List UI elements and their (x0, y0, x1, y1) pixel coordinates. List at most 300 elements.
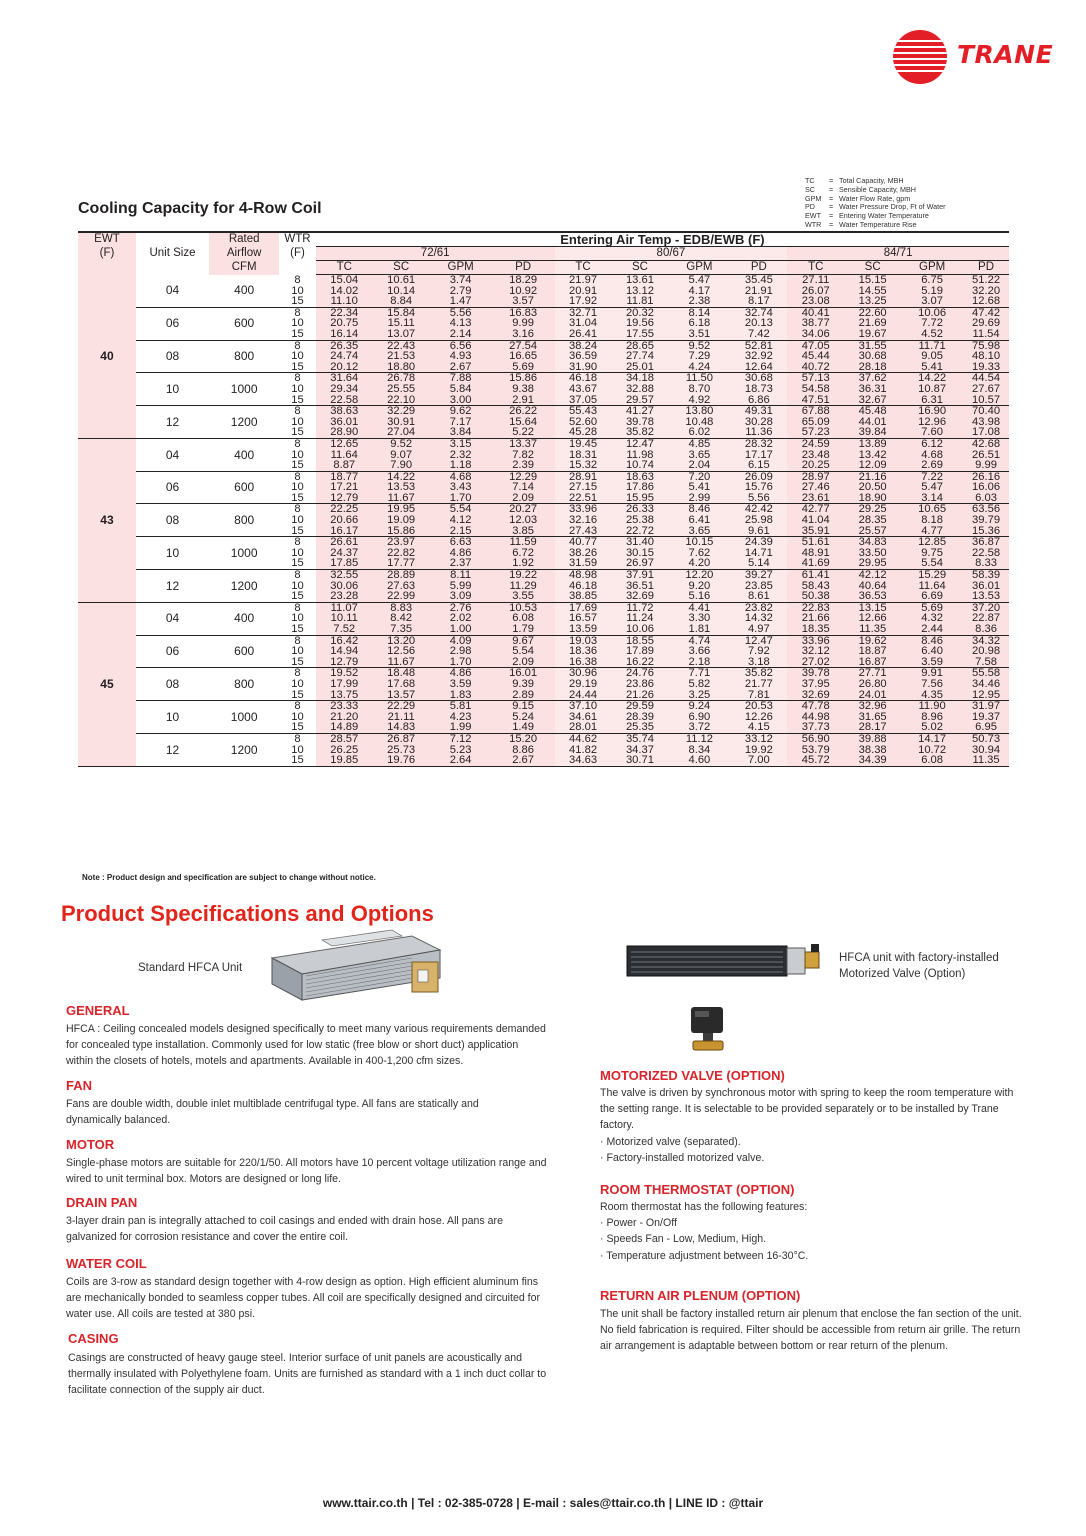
table-cell: 26.33 (612, 504, 669, 515)
table-cell: 63.56 (963, 504, 1009, 515)
table-cell: 37.62 (844, 373, 901, 384)
table-cell: 16.22 (612, 657, 669, 668)
table-cell: 26.07 (787, 286, 844, 297)
table-cell: 22.58 (963, 548, 1009, 559)
table-cell: 11.07 (316, 602, 373, 613)
table-cell: 18.55 (612, 635, 669, 646)
wtr-value: 10 (279, 351, 316, 362)
table-cell: 3.59 (430, 679, 492, 690)
table-cell: 17.99 (316, 679, 373, 690)
wtr-value: 10 (279, 646, 316, 657)
table-cell: 14.71 (730, 548, 787, 559)
rated-airflow-cfm: 1000 (209, 537, 279, 570)
table-cell: 19.92 (730, 745, 787, 756)
table-cell: 12.09 (844, 460, 901, 471)
table-cell: 35.74 (612, 733, 669, 744)
table-cell: 12.64 (730, 362, 787, 373)
table-cell: 5.54 (492, 646, 555, 657)
table-cell: 25.01 (612, 362, 669, 373)
table-cell: 4.97 (730, 624, 787, 635)
table-cell: 13.53 (963, 591, 1009, 602)
casing-heading: CASING (68, 1331, 119, 1346)
table-cell: 7.81 (730, 690, 787, 701)
table-cell: 28.57 (316, 733, 373, 744)
wtr-value: 10 (279, 679, 316, 690)
table-cell: 4.41 (668, 602, 730, 613)
table-cell: 4.09 (430, 635, 492, 646)
table-cell: 17.89 (612, 646, 669, 657)
standard-unit-image (262, 928, 450, 1013)
table-cell: 31.64 (316, 373, 373, 384)
table-cell: 37.73 (787, 722, 844, 733)
wtr-value: 8 (279, 438, 316, 449)
water-coil-text: Coils are 3-row as standard design together with 4-row design as option. High efficient aluminum fins are mechanically bonded to seamless copper tubes. All coil are specifically designed and circuited for water use. All coils are tested at 380 psi. (66, 1276, 541, 1321)
legend-equals: = (829, 193, 834, 203)
table-cell: 9.52 (668, 340, 730, 351)
table-cell: 7.60 (901, 427, 963, 438)
table-cell: 2.99 (668, 493, 730, 504)
table-cell: 36.51 (612, 581, 669, 592)
table-cell: 28.32 (730, 438, 787, 449)
table-cell: 3.51 (668, 329, 730, 340)
table-cell: 30.91 (373, 417, 430, 428)
table-cell: 27.63 (373, 581, 430, 592)
table-cell: 18.80 (373, 362, 430, 373)
table-cell: 9.20 (668, 581, 730, 592)
wtr-value: 15 (279, 690, 316, 701)
table-cell: 34.18 (612, 373, 669, 384)
table-cell: 13.57 (373, 690, 430, 701)
table-cell: 22.60 (844, 307, 901, 318)
table-cell: 11.81 (612, 296, 669, 307)
wtr-value: 10 (279, 417, 316, 428)
table-row (78, 570, 1009, 581)
table-cell: 26.41 (555, 329, 612, 340)
table-cell: 1.99 (430, 722, 492, 733)
wtr-value: 15 (279, 362, 316, 373)
wtr-value: 15 (279, 591, 316, 602)
table-cell: 7.22 (901, 471, 963, 482)
table-cell: 27.71 (844, 668, 901, 679)
unit-size: 12 (136, 406, 209, 439)
header-condition: 84/71 (787, 247, 1009, 261)
table-cell: 8.17 (730, 296, 787, 307)
table-cell: 7.52 (316, 624, 373, 635)
water-coil-heading: WATER COIL (66, 1256, 147, 1271)
table-cell: 25.98 (730, 515, 787, 526)
table-cell: 4.86 (430, 668, 492, 679)
table-cell: 58.39 (963, 570, 1009, 581)
table-cell: 30.15 (612, 548, 669, 559)
unit-size: 04 (136, 275, 209, 308)
table-cell: 11.12 (668, 733, 730, 744)
table-cell: 6.12 (901, 438, 963, 449)
table-cell: 12.47 (612, 438, 669, 449)
table-cell: 11.24 (612, 613, 669, 624)
wtr-value: 8 (279, 570, 316, 581)
table-cell: 15.64 (492, 417, 555, 428)
table-cell: 6.40 (901, 646, 963, 657)
table-cell: 12.65 (316, 438, 373, 449)
wtr-value: 8 (279, 701, 316, 712)
spec-section-title: Product Specifications and Options (61, 901, 434, 926)
table-cell: 2.04 (668, 460, 730, 471)
table-cell: 18.90 (844, 493, 901, 504)
wtr-value: 8 (279, 307, 316, 318)
table-cell: 22.43 (373, 340, 430, 351)
table-cell: 4.15 (730, 722, 787, 733)
standard-unit-label: Standard HFCA Unit (138, 962, 243, 974)
table-cell: 15.32 (555, 460, 612, 471)
table-cell: 2.37 (430, 558, 492, 569)
table-cell: 31.04 (555, 318, 612, 329)
rated-airflow-cfm: 800 (209, 504, 279, 537)
cooling-capacity-table (78, 231, 1009, 767)
table-cell: 30.68 (844, 351, 901, 362)
wtr-value: 8 (279, 471, 316, 482)
table-cell: 28.39 (612, 712, 669, 723)
header-col: SC (373, 261, 430, 275)
table-cell: 4.85 (668, 438, 730, 449)
table-cell: 7.56 (901, 679, 963, 690)
table-cell: 22.58 (316, 395, 373, 406)
table-cell: 32.92 (730, 351, 787, 362)
table-cell: 17.55 (612, 329, 669, 340)
table-cell: 18.36 (555, 646, 612, 657)
header-col: GPM (901, 261, 963, 275)
table-cell: 4.68 (901, 450, 963, 461)
table-cell: 2.91 (492, 395, 555, 406)
table-cell: 2.89 (492, 690, 555, 701)
table-row (78, 307, 1009, 318)
table-cell: 2.18 (668, 657, 730, 668)
table-cell: 14.83 (373, 722, 430, 733)
table-cell: 24.76 (612, 668, 669, 679)
wtr-value: 10 (279, 515, 316, 526)
table-cell: 15.76 (730, 482, 787, 493)
header-unit-size: Unit Size (136, 232, 209, 275)
table-cell: 3.65 (668, 450, 730, 461)
table-cell: 27.46 (787, 482, 844, 493)
table-cell: 14.22 (373, 471, 430, 482)
table-cell: 37.05 (555, 395, 612, 406)
table-cell: 34.63 (555, 755, 612, 766)
table-cell: 6.03 (963, 493, 1009, 504)
table-cell: 45.72 (787, 755, 844, 766)
wtr-value: 15 (279, 722, 316, 733)
table-cell: 7.20 (668, 471, 730, 482)
drain-pan-text: 3-layer drain pan is integrally attached to coil casings and ended with drain hose. All pans are galvanized for corrosion resistance and cover the entire coil. (66, 1215, 503, 1244)
table-cell: 13.15 (844, 602, 901, 613)
table-cell: 5.69 (901, 602, 963, 613)
table-cell: 4.32 (901, 613, 963, 624)
table-cell: 3.65 (668, 526, 730, 537)
table-cell: 35.82 (612, 427, 669, 438)
table-cell: 7.62 (668, 548, 730, 559)
header-condition: 72/61 (316, 247, 555, 261)
table-cell: 11.29 (492, 581, 555, 592)
legend-desc: Total Capacity, MBH (839, 176, 904, 185)
table-cell: 37.95 (787, 679, 844, 690)
table-cell: 28.01 (555, 722, 612, 733)
table-cell: 20.25 (787, 460, 844, 471)
table-cell: 24.37 (316, 548, 373, 559)
table-cell: 11.59 (492, 537, 555, 548)
table-cell: 4.77 (901, 526, 963, 537)
table-cell: 22.10 (373, 395, 430, 406)
header-col: TC (555, 261, 612, 275)
table-cell: 14.02 (316, 286, 373, 297)
table-cell: 8.42 (373, 613, 430, 624)
table-cell: 4.35 (901, 690, 963, 701)
table-cell: 10.92 (492, 286, 555, 297)
table-cell: 15.20 (492, 733, 555, 744)
table-cell: 27.04 (373, 427, 430, 438)
table-cell: 7.88 (430, 373, 492, 384)
table-cell: 10.53 (492, 602, 555, 613)
table-cell: 14.22 (901, 373, 963, 384)
table-cell: 37.91 (612, 570, 669, 581)
table-cell: 15.84 (373, 307, 430, 318)
wtr-value: 15 (279, 558, 316, 569)
table-row (78, 471, 1009, 482)
table-cell: 5.19 (901, 286, 963, 297)
table-cell: 20.13 (730, 318, 787, 329)
table-cell: 40.41 (787, 307, 844, 318)
table-cell: 3.72 (668, 722, 730, 733)
table-cell: 8.34 (668, 745, 730, 756)
wtr-value: 8 (279, 537, 316, 548)
table-cell: 11.71 (901, 340, 963, 351)
table-cell: 44.54 (963, 373, 1009, 384)
table-cell: 3.66 (668, 646, 730, 657)
table-cell: 9.91 (901, 668, 963, 679)
table-cell: 5.22 (492, 427, 555, 438)
rated-airflow-cfm: 1000 (209, 373, 279, 406)
table-cell: 28.91 (555, 471, 612, 482)
table-cell: 25.55 (373, 384, 430, 395)
unit-size: 12 (136, 733, 209, 766)
table-cell: 21.26 (612, 690, 669, 701)
table-cell: 34.46 (963, 679, 1009, 690)
table-cell: 8.46 (901, 635, 963, 646)
table-cell: 49.31 (730, 406, 787, 417)
table-cell: 31.90 (555, 362, 612, 373)
table-cell: 9.07 (373, 450, 430, 461)
table-cell: 27.02 (787, 657, 844, 668)
table-cell: 14.94 (316, 646, 373, 657)
legend-abbr: TC (805, 176, 815, 185)
table-cell: 9.38 (492, 384, 555, 395)
legend-abbr: EWT (805, 211, 821, 221)
table-cell: 3.07 (901, 296, 963, 307)
table-cell: 13.61 (612, 275, 669, 286)
table-cell: 8.83 (373, 602, 430, 613)
legend-row (805, 221, 946, 230)
table-cell: 75.98 (963, 340, 1009, 351)
table-cell: 42.77 (787, 504, 844, 515)
table-cell: 21.11 (373, 712, 430, 723)
table-cell: 25.38 (612, 515, 669, 526)
unit-size: 08 (136, 668, 209, 701)
header-col: PD (963, 261, 1009, 275)
legend-desc: Water Flow Rate, gpm (839, 193, 911, 203)
table-cell: 12.66 (844, 613, 901, 624)
wtr-value: 15 (279, 493, 316, 504)
unit-size: 10 (136, 537, 209, 570)
table-cell: 34.83 (844, 537, 901, 548)
table-cell: 24.74 (316, 351, 373, 362)
header-col: PD (730, 261, 787, 275)
table-cell: 5.14 (730, 558, 787, 569)
table-cell: 13.20 (373, 635, 430, 646)
table-cell: 27.54 (492, 340, 555, 351)
table-cell: 15.11 (373, 318, 430, 329)
table-cell: 55.43 (555, 406, 612, 417)
legend-equals: = (829, 202, 834, 212)
legend-equals: = (829, 184, 834, 194)
table-cell: 5.99 (430, 581, 492, 592)
table-cell: 50.38 (787, 591, 844, 602)
table-cell: 36.31 (844, 384, 901, 395)
table-cell: 16.01 (492, 668, 555, 679)
header-wtr-unit: (F) (279, 247, 316, 261)
trane-logo-circle-icon (893, 30, 947, 84)
table-cell: 4.74 (668, 635, 730, 646)
ewt-value: 45 (78, 602, 136, 766)
table-cell: 29.69 (963, 318, 1009, 329)
header-ewt: EWT (78, 232, 136, 247)
table-cell: 12.26 (730, 712, 787, 723)
table-cell: 7.58 (963, 657, 1009, 668)
table-cell: 32.20 (963, 286, 1009, 297)
wtr-value: 15 (279, 657, 316, 668)
brand-name: TRANE (957, 40, 1054, 69)
table-cell: 24.01 (844, 690, 901, 701)
table-cell: 11.67 (373, 657, 430, 668)
rated-airflow-cfm: 800 (209, 668, 279, 701)
table-cell: 4.13 (430, 318, 492, 329)
table-cell: 40.77 (555, 537, 612, 548)
table-cell: 26.35 (316, 340, 373, 351)
wtr-value: 10 (279, 613, 316, 624)
unit-size: 10 (136, 701, 209, 734)
table-cell: 11.36 (730, 427, 787, 438)
table-cell: 32.16 (555, 515, 612, 526)
table-cell: 19.52 (316, 668, 373, 679)
table-cell: 41.82 (555, 745, 612, 756)
table-cell: 6.15 (730, 460, 787, 471)
table-cell: 20.91 (555, 286, 612, 297)
table-cell: 3.59 (901, 657, 963, 668)
table-cell: 3.85 (492, 526, 555, 537)
table-cell: 43.98 (963, 417, 1009, 428)
table-cell: 1.70 (430, 657, 492, 668)
table-cell: 20.32 (612, 307, 669, 318)
table-cell: 36.53 (844, 591, 901, 602)
legend-desc: Sensible Capacity, MBH (839, 184, 916, 194)
table-cell: 16.65 (492, 351, 555, 362)
table-cell: 26.51 (963, 450, 1009, 461)
table-cell: 13.42 (844, 450, 901, 461)
legend-abbr: GPM (805, 193, 822, 203)
header-entering-air-temp: Entering Air Temp - EDB/EWB (F) (316, 232, 1009, 247)
table-cell: 15.29 (901, 570, 963, 581)
table-cell: 4.92 (668, 395, 730, 406)
table-cell: 5.84 (430, 384, 492, 395)
table-cell: 19.45 (555, 438, 612, 449)
table-cell: 31.65 (844, 712, 901, 723)
table-cell: 15.36 (963, 526, 1009, 537)
table-cell: 8.61 (730, 591, 787, 602)
general-heading: GENERAL (66, 1003, 130, 1018)
table-cell: 17.92 (555, 296, 612, 307)
rated-airflow-cfm: 600 (209, 635, 279, 668)
table-cell: 22.34 (316, 307, 373, 318)
table-cell: 2.44 (901, 624, 963, 635)
table-cell: 3.09 (430, 591, 492, 602)
table-cell: 42.42 (730, 504, 787, 515)
table-cell: 22.29 (373, 701, 430, 712)
motor-text: Single-phase motors are suitable for 220/1/50. All motors have 10 percent voltage utilization range and wired to unit terminal box. Motors are designed or long life. (66, 1157, 547, 1186)
table-cell: 19.33 (963, 362, 1009, 373)
table-cell: 28.90 (316, 427, 373, 438)
wtr-value: 15 (279, 329, 316, 340)
table-cell: 3.55 (492, 591, 555, 602)
table-cell: 12.79 (316, 493, 373, 504)
wtr-value: 15 (279, 460, 316, 471)
legend-abbr: WTR (805, 219, 822, 229)
rated-airflow-cfm: 400 (209, 602, 279, 635)
table-cell: 12.20 (668, 570, 730, 581)
wtr-value: 8 (279, 340, 316, 351)
table-cell: 3.30 (668, 613, 730, 624)
table-cell: 21.53 (373, 351, 430, 362)
table-cell: 6.02 (668, 427, 730, 438)
table-cell: 17.86 (612, 482, 669, 493)
table-cell: 32.88 (612, 384, 669, 395)
table-cell: 34.06 (787, 329, 844, 340)
table-cell: 8.11 (430, 570, 492, 581)
table-cell: 57.13 (787, 373, 844, 384)
table-cell: 1.00 (430, 624, 492, 635)
legend-equals: = (829, 219, 834, 229)
table-cell: 3.00 (430, 395, 492, 406)
table-cell: 28.17 (844, 722, 901, 733)
table-cell: 4.23 (430, 712, 492, 723)
wtr-value: 8 (279, 406, 316, 417)
unit-size: 08 (136, 340, 209, 373)
table-cell: 18.48 (373, 668, 430, 679)
table-cell: 21.91 (730, 286, 787, 297)
table-cell: 39.27 (730, 570, 787, 581)
table-cell: 37.10 (555, 701, 612, 712)
table-cell: 18.77 (316, 471, 373, 482)
table-cell: 26.16 (963, 471, 1009, 482)
casing-text: Casings are constructed of heavy gauge steel. Interior surface of unit panels are acoustically and thermally insulated with Polyethylene foam. Units are furnished as standard with a 1 inch duct collar to facilitate connection of the supply air duct. (68, 1352, 547, 1397)
table-cell: 4.24 (668, 362, 730, 373)
table-cell: 3.25 (668, 690, 730, 701)
table-cell: 7.71 (668, 668, 730, 679)
table-cell: 28.18 (844, 362, 901, 373)
table-cell: 5.81 (430, 701, 492, 712)
table-cell: 12.68 (963, 296, 1009, 307)
table-cell: 4.17 (668, 286, 730, 297)
table-cell: 41.04 (787, 515, 844, 526)
table-cell: 24.39 (730, 537, 787, 548)
table-cell: 4.12 (430, 515, 492, 526)
table-cell: 32.69 (612, 591, 669, 602)
